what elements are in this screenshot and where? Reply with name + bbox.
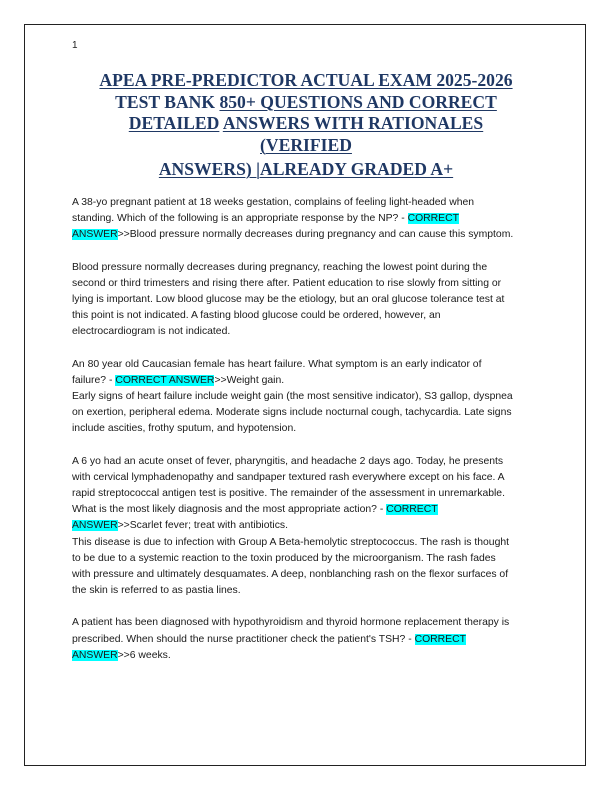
r1-line: second or third trimesters and rising there after. Patient education to rise slowly from sitting or xyxy=(72,277,502,289)
r1-line: electrocardiogram is not indicated. xyxy=(72,326,231,338)
q1-answer: >>Blood pressure normally decreases during pregnancy and can cause this symptom. xyxy=(117,229,514,241)
document-body xyxy=(72,195,542,664)
question-1 xyxy=(72,195,542,244)
correct-answer-highlight: CORRECT ANSWER xyxy=(115,374,215,386)
q3-line: rapid streptococcal antigen test is positive. The remainder of the assessment in unremarkable. xyxy=(72,488,505,500)
q2-answer: >>Weight gain. xyxy=(214,374,285,386)
q1-line-2 xyxy=(72,211,542,227)
question-4 xyxy=(72,615,542,664)
r1-line: this point is not indicated. A fasting blood glucose could be ordered, however, an xyxy=(72,310,441,322)
title-line-4: (VERIFIED xyxy=(260,134,352,155)
title-line-3 xyxy=(60,113,552,135)
r3-line: the skin is referred to as pastia lines. xyxy=(72,585,241,597)
q2-line-1: An 80 year old Caucasian female has heart failure. What symptom is an early indicator of xyxy=(72,358,482,370)
title-line-3a: DETAILED xyxy=(128,113,220,133)
q4-line-3 xyxy=(72,648,542,664)
q3-line: with cervical lymphadenopathy and sandpaper textured rash everywhere except on his face. A xyxy=(72,471,505,483)
q3-text: What is the most likely diagnosis and the most appropriate action? - xyxy=(72,504,387,516)
q4-line-2 xyxy=(72,632,542,648)
title-line-3b: ANSWERS WITH RATIONALES xyxy=(222,113,484,133)
r1-line: lying is important. Low blood glucose may be the etiology, but an oral glucose tolerance test at xyxy=(72,294,505,306)
title-line-5 xyxy=(60,159,552,181)
question-3 xyxy=(72,454,542,600)
q4-line-1: A patient has been diagnosed with hypothyroidism and thyroid hormone replacement therapy is xyxy=(72,617,510,629)
correct-answer-highlight: ANSWER xyxy=(72,649,118,661)
r3-line: to be due to a systemic reaction to the toxin produced by the microorganism. The rash fades xyxy=(72,552,496,564)
q3-answer: >>Scarlet fever; treat with antibiotics. xyxy=(117,520,288,532)
correct-answer-highlight: ANSWER xyxy=(72,229,118,241)
title-line-2a: TEST BANK xyxy=(115,91,216,112)
q1-line-3 xyxy=(72,227,542,243)
rationale-1 xyxy=(72,260,542,341)
q4-answer: >>6 weeks. xyxy=(117,649,171,661)
r2-line: include ascities, frothy sputum, and hypotension. xyxy=(72,423,297,435)
title-line-1: APEA PRE-PREDICTOR ACTUAL EXAM 2025-2026 xyxy=(99,70,513,90)
q1-text: standing. Which of the following is an appropriate response by the NP? - xyxy=(72,213,408,225)
correct-answer-highlight: CORRECT xyxy=(386,504,438,516)
q3-line-5 xyxy=(72,518,542,534)
correct-answer-highlight: CORRECT xyxy=(414,633,466,645)
correct-answer-highlight: ANSWER xyxy=(72,520,118,532)
title-line-2 xyxy=(60,92,552,114)
page-number: 1 xyxy=(72,40,78,51)
q4-text: prescribed. When should the nurse practitioner check the patient's TSH? - xyxy=(72,633,415,645)
q2-line-2 xyxy=(72,373,542,389)
correct-answer-highlight: CORRECT xyxy=(407,213,459,225)
title-line-2b: 850+ QUESTIONS AND CORRECT xyxy=(219,91,497,112)
title-line-5-text: ANSWERS) |ALREADY GRADED A+ xyxy=(158,159,454,179)
r3-line: with pressure and ultimately desquamates. A deep, nonblanching rash on the flexor surfaces of xyxy=(72,569,509,581)
r2-line: on exertion, peripheral edema. Moderate signs include nocturnal cough, tachycardia. Late signs xyxy=(72,407,512,419)
question-2 xyxy=(72,357,542,438)
r1-line: Blood pressure normally decreases during pregnancy, reaching the lowest point during the xyxy=(72,261,488,273)
q1-line-1: A 38-yo pregnant patient at 18 weeks gestation, complains of feeling light-headed when xyxy=(72,197,475,208)
q3-line: A 6 yo had an acute onset of fever, pharyngitis, and headache 2 days ago. Today, he presents xyxy=(72,455,504,467)
q2-text: failure? - xyxy=(72,374,116,386)
r2-line: Early signs of heart failure include weight gain (the most sensitive indicator), S3 gallop, dyspnea xyxy=(72,391,513,403)
r3-line: This disease is due to infection with Group A Beta-hemolytic streptococcus. The rash is thought xyxy=(72,536,510,548)
document-title xyxy=(60,70,552,181)
q3-line-4 xyxy=(72,502,542,518)
